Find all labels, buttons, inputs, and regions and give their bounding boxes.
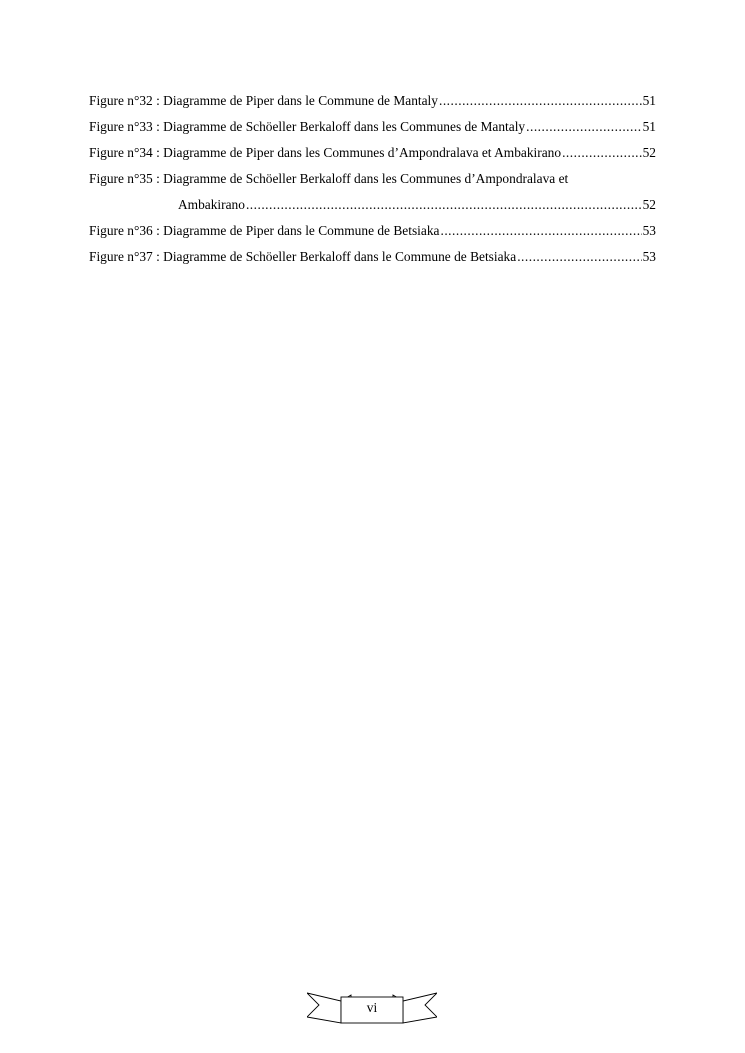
toc-entry-page: 51	[642, 119, 656, 134]
toc-entry-figure-33	[89, 114, 656, 140]
toc-entry-label: Figure n°36 : Diagramme de Piper dans le Commune de Betsiaka	[89, 223, 440, 238]
dot-leader	[246, 192, 642, 218]
dot-leader	[439, 88, 642, 114]
toc-entry-page: 52	[642, 197, 656, 212]
page-number-ribbon	[307, 987, 437, 1027]
page-number: vi	[366, 1000, 378, 1015]
dot-leader	[440, 218, 641, 244]
toc-entry-figure-32	[89, 88, 656, 114]
list-of-figures	[89, 88, 656, 270]
toc-entry-page: 53	[642, 249, 656, 264]
toc-entry-label: Figure n°37 : Diagramme de Schöeller Berkaloff dans le Commune de Betsiaka	[89, 249, 517, 264]
toc-entry-figure-36	[89, 218, 656, 244]
dot-leader	[562, 140, 642, 166]
toc-entry-label: Figure n°32 : Diagramme de Piper dans le Commune de Mantaly	[89, 93, 438, 108]
toc-entry-label-line1: Figure n°35 : Diagramme de Schöeller Berkaloff dans les Communes d’Ampondralava et	[89, 171, 569, 186]
toc-entry-page: 53	[642, 223, 656, 238]
toc-entry-label: Figure n°34 : Diagramme de Piper dans les Communes d’Ampondralava et Ambakirano	[89, 145, 562, 160]
dot-leader	[517, 244, 641, 270]
toc-entry-figure-35	[89, 166, 656, 218]
toc-entry-page: 52	[642, 145, 656, 160]
dot-leader	[526, 114, 641, 140]
toc-entry-label-line2: Ambakirano	[178, 197, 245, 212]
toc-entry-figure-37	[89, 244, 656, 270]
toc-entry-label: Figure n°33 : Diagramme de Schöeller Berkaloff dans les Communes de Mantaly	[89, 119, 526, 134]
toc-entry-figure-34	[89, 140, 656, 166]
toc-entry-continuation	[89, 192, 656, 218]
toc-entry-page: 51	[642, 93, 656, 108]
